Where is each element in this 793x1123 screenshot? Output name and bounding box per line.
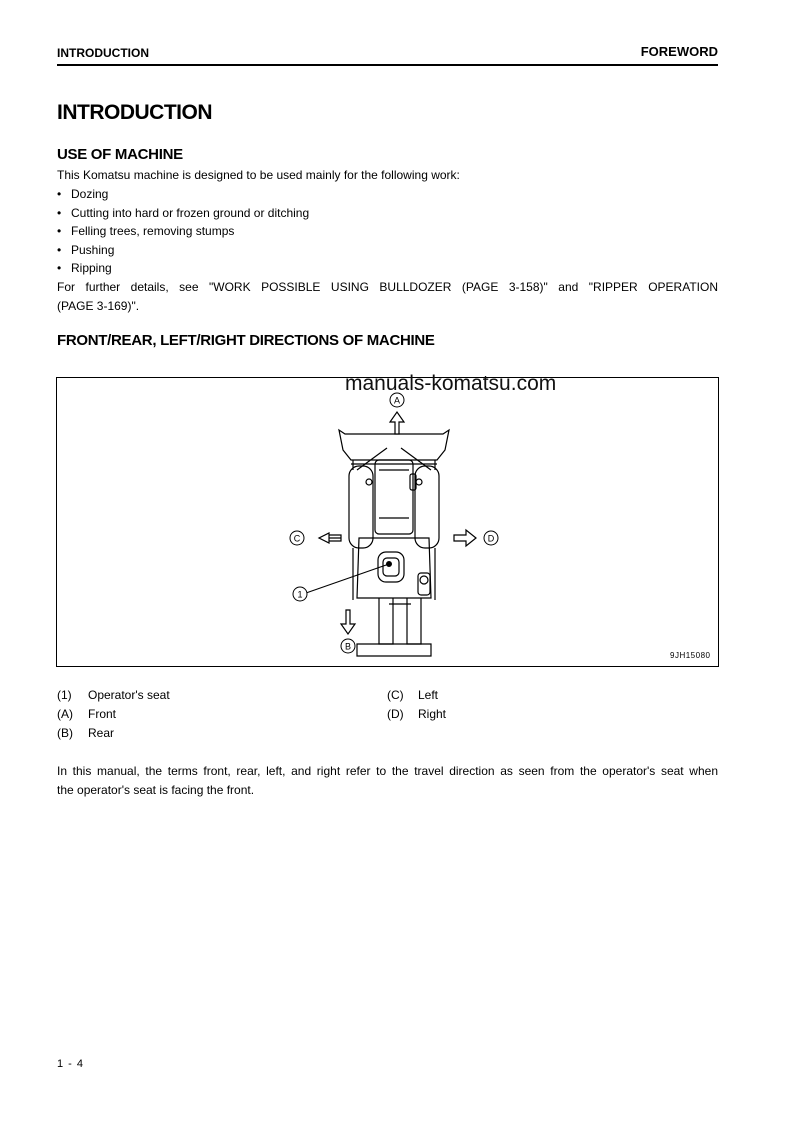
list-item: • Felling trees, removing stumps [57, 222, 309, 241]
list-item: • Cutting into hard or frozen ground or ditching [57, 204, 309, 223]
list-item: • Dozing [57, 185, 309, 204]
machine-direction-figure [56, 377, 719, 667]
bullet-icon: • [57, 205, 62, 220]
list-item: • Pushing [57, 241, 309, 260]
legend-column-1 [57, 686, 170, 742]
legend-item: (B) Rear [57, 725, 115, 740]
direction-note-paragraph: In this manual, the terms front, rear, left, and right refer to the travel direction as seen from the operator's seat when the operator's seat is facing the front. [57, 764, 718, 797]
arrow-left-icon [319, 533, 341, 543]
seat-leader-line [306, 564, 389, 593]
blade-shape [339, 430, 449, 460]
details-paragraph: For further details, see "WORK POSSIBLE USING BULLDOZER (PAGE 3-158)" and "RIPPER OPERATION (PAGE 3-169)". [57, 280, 718, 313]
page-number: 1 - 4 [57, 1058, 85, 1070]
header-rule [57, 64, 718, 66]
watermark-text: manuals-komatsu.com [345, 372, 557, 395]
arrow-right-icon [454, 530, 476, 546]
work-list [57, 185, 309, 278]
legend-item: (D) Right [387, 706, 447, 721]
callout-b-label: B [344, 641, 352, 652]
legend-item: (1) Operator's seat [57, 688, 170, 702]
bullet-icon: • [57, 224, 62, 239]
arrow-front-icon [390, 412, 404, 434]
bullet-icon: • [57, 261, 62, 276]
intro-paragraph: This Komatsu machine is designed to be used mainly for the following work: [57, 168, 460, 182]
legend-column-2 [387, 686, 446, 724]
bulldozer-top-view-diagram [57, 378, 718, 666]
section-title-directions: FRONT/REAR, LEFT/RIGHT DIRECTIONS OF MACHINE [57, 332, 435, 349]
figure-code: 9JH15080 [670, 651, 711, 660]
bullet-icon: • [57, 187, 62, 201]
running-header-right: FOREWORD [640, 44, 718, 59]
list-item: • Ripping [57, 259, 309, 278]
running-header-left: INTRODUCTION [57, 46, 149, 60]
callout-a-label: A [393, 395, 401, 406]
left-track [349, 466, 373, 548]
section-title-use-of-machine: USE OF MACHINE [57, 146, 183, 163]
page-title: INTRODUCTION [57, 101, 212, 124]
arrow-rear-icon [341, 610, 355, 634]
callout-d-label: D [487, 533, 495, 544]
legend-item: (C) Left [387, 688, 439, 702]
callout-c-label: C [293, 533, 301, 544]
callout-1-label: 1 [297, 589, 303, 600]
engine-hood [375, 460, 413, 534]
ripper-shanks [379, 598, 421, 644]
bullet-icon: • [57, 242, 62, 257]
right-track [415, 466, 439, 548]
legend-item: (A) Front [57, 706, 117, 721]
